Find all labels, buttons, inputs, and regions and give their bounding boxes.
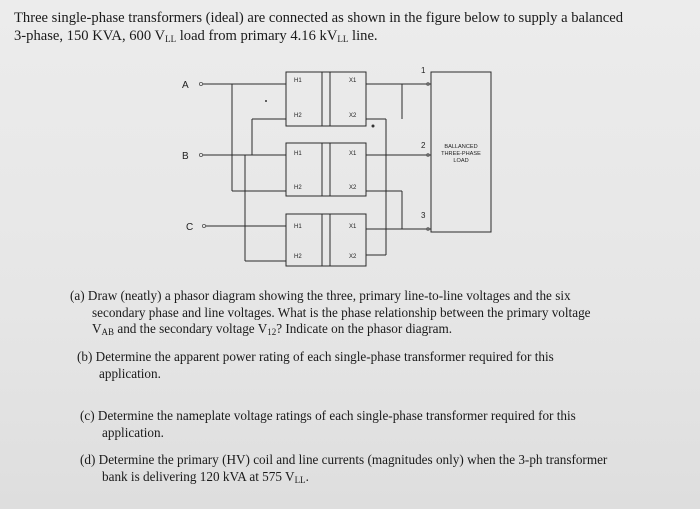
phase-label-c: C — [186, 222, 194, 233]
question-a — [70, 288, 680, 341]
t2-x2-label: X2 — [349, 185, 357, 191]
question-b — [77, 349, 677, 382]
t2-x1-label: X1 — [349, 151, 357, 157]
question-a-line-3: $V_{AB}$ and the secondary voltage $V_{12}$? Indicate on the phasor diagram. — [92, 321, 453, 337]
t1-h1-label: H1 — [294, 78, 302, 84]
question-c-line-2: application. — [102, 424, 164, 440]
intro-line-2: 3-phase, 150 KVA, 600 $V_{LL}$ load from primary 4.16 $kV_{LL}$ line. — [14, 28, 378, 44]
t2-h1-label: H1 — [294, 151, 302, 157]
load-label-line-3: LOAD — [453, 158, 469, 164]
question-c — [80, 408, 680, 441]
t3-h1-label: H1 — [294, 224, 302, 230]
intro-line-1: Three single-phase transformers (ideal) are connected as shown in the figure below to supply a balanced — [14, 10, 624, 26]
terminal-2-label: 2 — [421, 141, 426, 150]
terminal-a — [199, 82, 202, 85]
cursor-mark — [372, 125, 375, 128]
phase-label-a: A — [182, 80, 189, 91]
question-d-line-1: (d) Determine the primary (HV) coil and line currents (magnitudes only) when the 3-ph transformer — [80, 452, 608, 467]
load-label-line-2: THREE-PHASE — [441, 151, 481, 157]
question-c-line-1: (c) Determine the nameplate voltage ratings of each single-phase transformer required for this — [80, 408, 576, 423]
question-b-line-1: (b) Determine the apparent power rating of each single-phase transformer required for this — [77, 349, 554, 364]
question-a-line-1: (a) Draw (neatly) a phasor diagram showing the three, primary line-to-line voltages and the six — [70, 288, 571, 303]
question-d-line-2: bank is delivering 120 kVA at 575 $V_{LL}$. — [102, 468, 309, 485]
question-d — [80, 452, 690, 488]
terminal-3-label: 3 — [421, 211, 426, 220]
t3-x1-label: X1 — [349, 224, 357, 230]
t2-h2-label: H2 — [294, 185, 302, 191]
terminal-c — [202, 224, 205, 227]
phase-label-b: B — [182, 151, 189, 162]
t3-h2-label: H2 — [294, 254, 302, 260]
t1-x1-label: X1 — [349, 78, 357, 84]
t1-x2-label: X2 — [349, 113, 357, 119]
t1-h2-label: H2 — [294, 113, 302, 119]
question-a-line-2: secondary phase and line voltages. What is the phase relationship between the primary voltage — [92, 304, 591, 320]
t3-x2-label: X2 — [349, 254, 357, 260]
polarity-dot — [265, 100, 267, 102]
question-b-line-2: application. — [99, 365, 161, 381]
terminal-b — [199, 153, 202, 156]
terminal-1-label: 1 — [421, 66, 426, 75]
load-label-line-1: BALLANCED — [444, 144, 478, 150]
